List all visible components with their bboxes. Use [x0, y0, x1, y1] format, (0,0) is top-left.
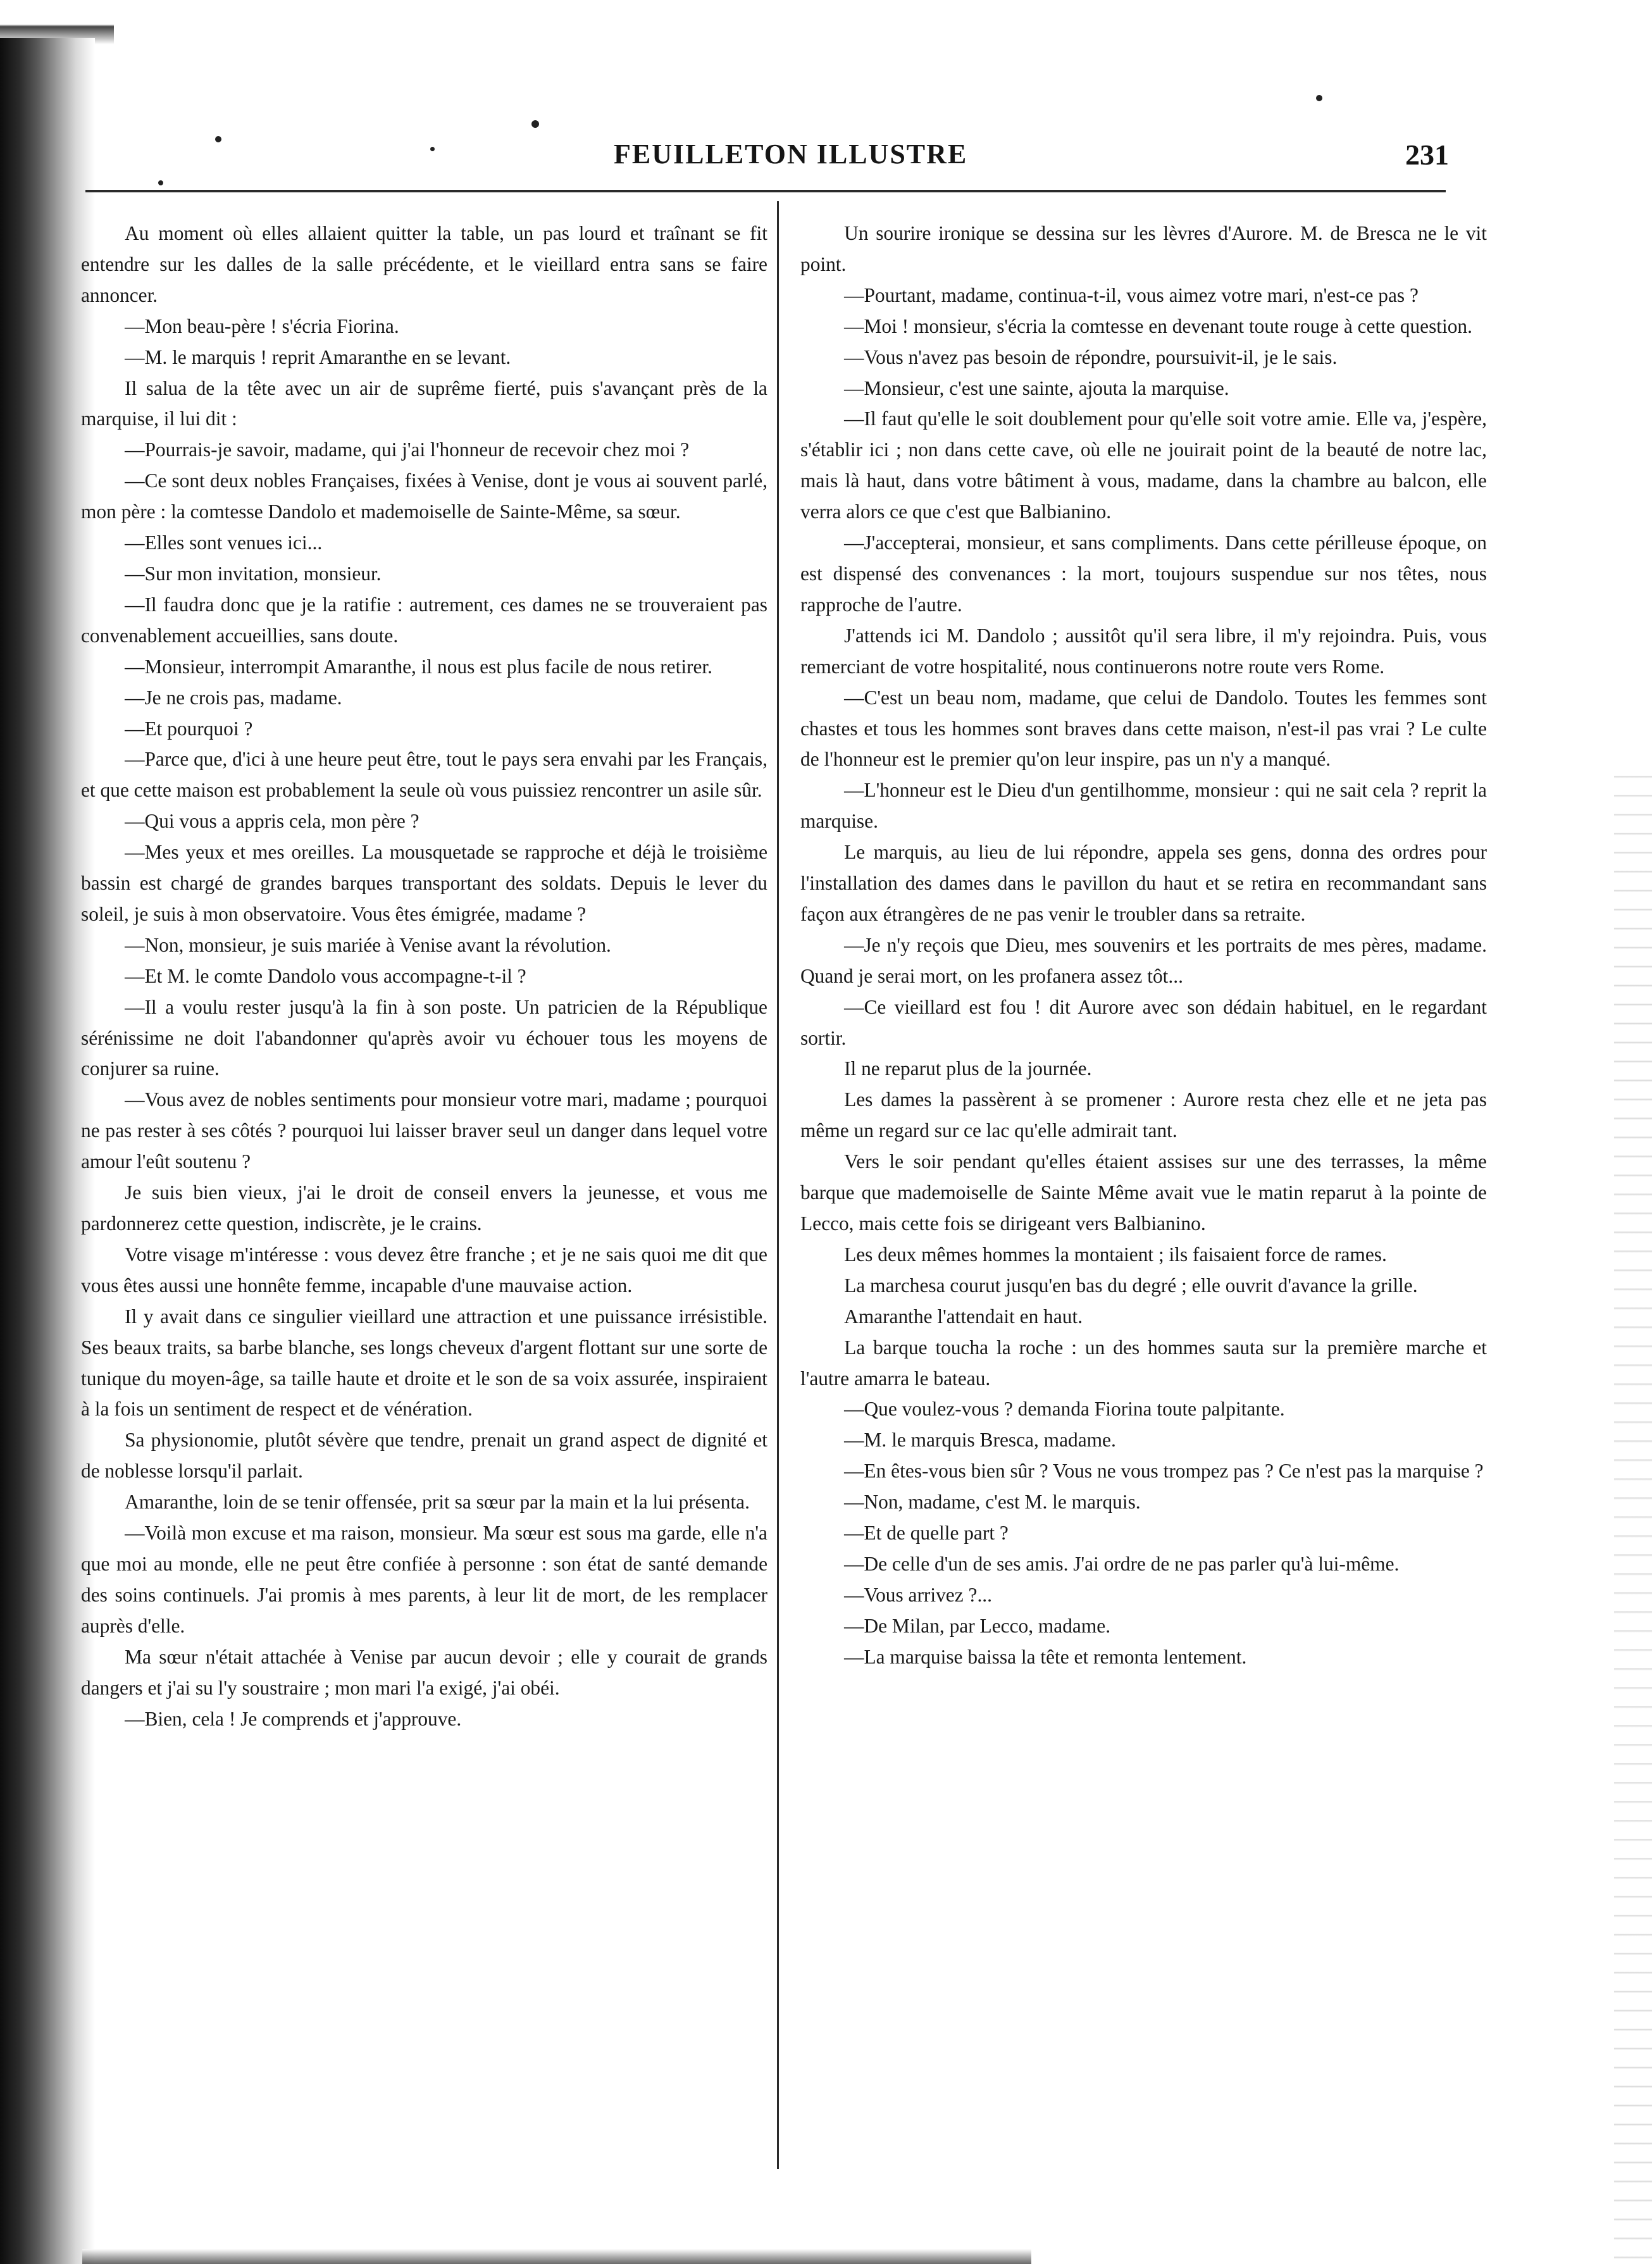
paragraph: —J'accepterai, monsieur, et sans compliments. Dans cette périlleuse époque, on est dispensé des convenances : la mort, toujours suspendue sur nos têtes, nous rapproche de l'autre.	[800, 532, 1487, 616]
paragraph: —Je ne crois pas, madame.	[125, 686, 342, 709]
paragraph: —Parce que, d'ici à une heure peut être, tout le pays sera envahi par les Français, et que cette maison est probablement la seule où vous puissiez rencontrer un asile sûr.	[81, 748, 767, 802]
paragraph: —Monsieur, interrompit Amaranthe, il nous est plus facile de nous retirer.	[125, 655, 712, 678]
paragraph: Le marquis, au lieu de lui répondre, appela ses gens, donna des ordres pour l'installation des dames dans le pavillon du haut et se retira en recommandant sans façon aux étrangères de ne pas venir le troubler dans sa retraite.	[800, 841, 1487, 925]
paragraph: —En êtes-vous bien sûr ? Vous ne vous trompez pas ? Ce n'est pas la marquise ?	[844, 1460, 1484, 1483]
paragraph: —De Milan, par Lecco, madame.	[844, 1614, 1111, 1637]
speck	[531, 120, 539, 128]
speck	[215, 136, 221, 142]
paragraph: Au moment où elles allaient quitter la table, un pas lourd et traînant se fit entendre sur les dalles de la salle précédente, et le vieillard entra sans se faire annoncer.	[81, 222, 767, 306]
paragraph: Les deux mêmes hommes la montaient ; ils faisaient force de rames.	[844, 1243, 1387, 1266]
paragraph: —De celle d'un de ses amis. J'ai ordre de ne pas parler qu'à lui-même.	[844, 1552, 1400, 1575]
paragraph: —Moi ! monsieur, s'écria la comtesse en devenant toute rouge à cette question.	[844, 314, 1472, 337]
paragraph: J'attends ici M. Dandolo ; aussitôt qu'il sera libre, il m'y rejoindra. Puis, vous remerciant de votre hospitalité, nous continuerons notre route vers Rome.	[800, 624, 1487, 678]
paragraph: —Il faut qu'elle le soit doublement pour qu'elle soit votre amie. Elle va, j'espère, s'établir ici ; non dans cette cave, où elle ne jouirait point de la beauté de notre lac, mais là haut, dans votre bâtiment à vous, madame, dans la chambre au balcon, elle verra alors ce que c'est que Balbianino.	[800, 407, 1487, 523]
paragraph: —Non, madame, c'est M. le marquis.	[844, 1491, 1141, 1514]
column-divider	[777, 201, 779, 2169]
paragraph: Les dames la passèrent à se promener : Aurore resta chez elle et ne jeta pas même un regard sur ce lac qu'elle admirait tant.	[800, 1088, 1487, 1142]
speck	[158, 180, 163, 185]
paragraph: —Non, monsieur, je suis mariée à Venise avant la révolution.	[125, 933, 611, 956]
paragraph: —Bien, cela ! Je comprends et j'approuve.	[125, 1707, 462, 1730]
paragraph: —Pourtant, madame, continua-t-il, vous aimez votre mari, n'est-ce pas ?	[844, 283, 1419, 306]
paragraph: —Mon beau-père ! s'écria Fiorina.	[125, 314, 399, 337]
paragraph: Il ne reparut plus de la journée.	[844, 1057, 1092, 1080]
speck	[430, 147, 435, 151]
paragraph: —Et de quelle part ?	[844, 1522, 1009, 1545]
paragraph: Il salua de la tête avec un air de suprême fierté, puis s'avançant près de la marquise, il lui dit :	[81, 376, 767, 430]
paragraph: —M. le marquis Bresca, madame.	[844, 1429, 1116, 1452]
page-edge-shadow	[1614, 759, 1652, 2264]
paragraph: —Monsieur, c'est une sainte, ajouta la marquise.	[844, 376, 1229, 399]
paragraph: —Vous avez de nobles sentiments pour monsieur votre mari, madame ; pourquoi ne pas rester à ses côtés ? pourquoi lui laisser braver seul un danger dans lequel votre amour l'eût soutenu ?	[81, 1088, 767, 1173]
paragraph: Je suis bien vieux, j'ai le droit de conseil envers la jeunesse, et vous me pardonnerez cette question, indiscrète, je le crains.	[81, 1181, 767, 1235]
paragraph: —Mes yeux et mes oreilles. La mousquetade se rapproche et déjà le troisième bassin est chargé de grandes barques transportant des soldats. Depuis le lever du soleil, je suis à mon observatoire. Vous êtes émigrée, madame ?	[81, 841, 767, 925]
paragraph: —La marquise baissa la tête et remonta lentement.	[844, 1645, 1247, 1668]
paragraph: Amaranthe l'attendait en haut.	[844, 1305, 1083, 1328]
page-number: 231	[1405, 139, 1449, 171]
paragraph: —Ce vieillard est fou ! dit Aurore avec son dédain habituel, en le regardant sortir.	[800, 995, 1487, 1049]
paragraph: —L'honneur est le Dieu d'un gentilhomme, monsieur : qui ne sait cela ? reprit la marquise.	[800, 779, 1487, 833]
paragraph: —Voilà mon excuse et ma raison, monsieur. Ma sœur est sous ma garde, elle n'a que moi au monde, elle ne peut être confiée à personne : son état de santé demande des soins continuels. J'ai promis à mes parents, à leur lit de mort, de les remplacer auprès d'elle.	[81, 1522, 767, 1637]
paragraph: —Je n'y reçois que Dieu, mes souvenirs et les portraits de mes pères, madame. Quand je serai mort, on les profanera assez tôt...	[800, 933, 1487, 987]
paragraph: Sa physionomie, plutôt sévère que tendre, prenait un grand aspect de dignité et de noblesse lorsqu'il parlait.	[81, 1429, 767, 1483]
paragraph: Il y avait dans ce singulier vieillard une attraction et une puissance irrésistible. Ses beaux traits, sa barbe blanche, ses longs cheveux d'argent flottant sur une sorte de tunique du moyen-âge, sa taille haute et droite et le son de sa voix assurée, inspiraient à la fois un sentiment de respect et de vénération.	[81, 1305, 767, 1421]
paragraph: —Sur mon invitation, monsieur.	[125, 562, 382, 585]
paragraph: —Pourrais-je savoir, madame, qui j'ai l'honneur de recevoir chez moi ?	[125, 438, 690, 461]
right-column	[800, 218, 1487, 2155]
paragraph: —Que voulez-vous ? demanda Fiorina toute palpitante.	[844, 1398, 1285, 1421]
paragraph: —C'est un beau nom, madame, que celui de Dandolo. Toutes les femmes sont chastes et tous les hommes sont braves dans cette maison, n'est-il pas vrai ? Le culte de l'honneur est le premier qu'on leur inspire, pas un n'y a manqué.	[800, 686, 1487, 771]
paragraph: —Vous arrivez ?...	[844, 1583, 992, 1606]
paragraph: —Il faudra donc que je la ratifie : autrement, ces dames ne se trouveraient pas convenablement accueillies, sans doute.	[81, 593, 767, 647]
paragraph: —Ce sont deux nobles Françaises, fixées à Venise, dont je vous ai souvent parlé, mon père : la comtesse Dandolo et mademoiselle de Sainte-Même, sa sœur.	[81, 470, 767, 523]
left-column	[81, 218, 767, 2155]
paragraph: Un sourire ironique se dessina sur les lèvres d'Aurore. M. de Bresca ne le vit point.	[800, 222, 1487, 275]
paragraph: —Vous n'avez pas besoin de répondre, poursuivit-il, je le sais.	[844, 345, 1338, 368]
paragraph: Ma sœur n'était attachée à Venise par aucun devoir ; elle y courait de grands dangers et j'ai su l'y soustraire ; mon mari l'a exigé, j'ai obéi.	[81, 1645, 767, 1699]
paragraph: —Qui vous a appris cela, mon père ?	[125, 810, 419, 833]
header-rule	[85, 190, 1446, 192]
paragraph: La barque toucha la roche : un des hommes sauta sur la première marche et l'autre amarra le bateau.	[800, 1336, 1487, 1390]
running-title: FEUILLETON ILLUSTRE	[614, 139, 968, 170]
paragraph: —Et pourquoi ?	[125, 717, 253, 740]
paragraph: Amaranthe, loin de se tenir offensée, prit sa sœur par la main et la lui présenta.	[125, 1491, 750, 1514]
paragraph: Votre visage m'intéresse : vous devez être franche ; et je ne sais quoi me dit que vous êtes aussi une honnête femme, incapable d'une mauvaise action.	[81, 1243, 767, 1297]
paragraph: Vers le soir pendant qu'elles étaient assises sur une des terrasses, la même barque que mademoiselle de Sainte Même avait vue le matin reparut à la pointe de Lecco, mais cette fois se dirigeant vers Balbianino.	[800, 1150, 1487, 1235]
paragraph: —Il a voulu rester jusqu'à la fin à son poste. Un patricien de la République sérénissime ne doit l'abandonner qu'après avoir vu échouer tous les moyens de conjurer sa ruine.	[81, 995, 767, 1080]
paragraph: La marchesa courut jusqu'en bas du degré ; elle ouvrit d'avance la grille.	[844, 1274, 1418, 1297]
paragraph: —Et M. le comte Dandolo vous accompagne-t-il ?	[125, 964, 526, 987]
paragraph: —M. le marquis ! reprit Amaranthe en se levant.	[125, 345, 511, 368]
page-bottom-shadow	[82, 2249, 1031, 2264]
speck	[1316, 95, 1322, 101]
paragraph: —Elles sont venues ici...	[125, 532, 323, 554]
